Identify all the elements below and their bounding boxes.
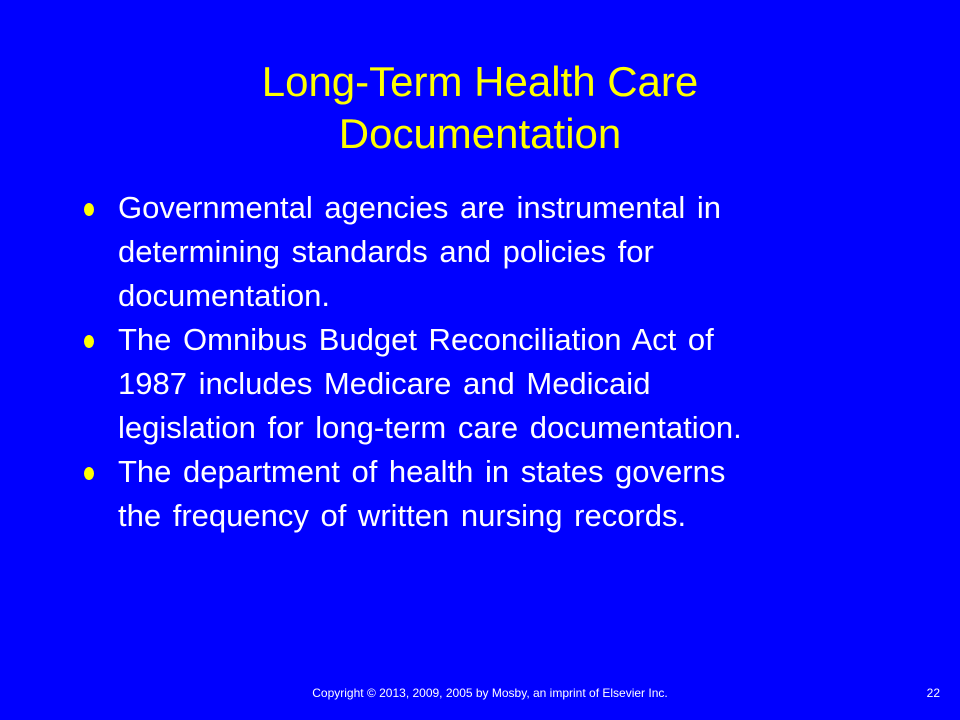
bullet-1-line-2: determining standards and policies for — [118, 234, 654, 269]
bullet-2-line-3: legislation for long-term care documentation. — [118, 410, 742, 445]
slide-title-line-1: Long-Term Health Care — [261, 58, 699, 105]
slide-footer — [0, 683, 960, 703]
bullet-item-1 — [80, 186, 880, 318]
bullet-1-line-1: Governmental agencies are instrumental in — [118, 190, 722, 225]
bullet-item-3 — [80, 450, 880, 538]
page-number: 22 — [926, 686, 940, 700]
bullet-3-line-1: The department of health in states governs — [118, 454, 726, 489]
round-bullet-icon — [84, 335, 94, 348]
bullet-2-line-2: 1987 includes Medicare and Medicaid — [118, 366, 651, 401]
bullet-2-line-1: The Omnibus Budget Reconciliation Act of — [118, 322, 714, 357]
bullet-1-line-3: documentation. — [118, 278, 330, 313]
slide-title-line-2: Documentation — [338, 110, 622, 157]
round-bullet-icon — [84, 203, 94, 216]
copyright-text: Copyright © 2013, 2009, 2005 by Mosby, an imprint of Elsevier Inc. — [312, 686, 668, 700]
slide-title — [120, 56, 840, 160]
bullet-list — [80, 186, 880, 538]
round-bullet-icon — [84, 467, 94, 480]
bullet-3-line-2: the frequency of written nursing records. — [118, 498, 687, 533]
bullet-item-2 — [80, 318, 880, 450]
